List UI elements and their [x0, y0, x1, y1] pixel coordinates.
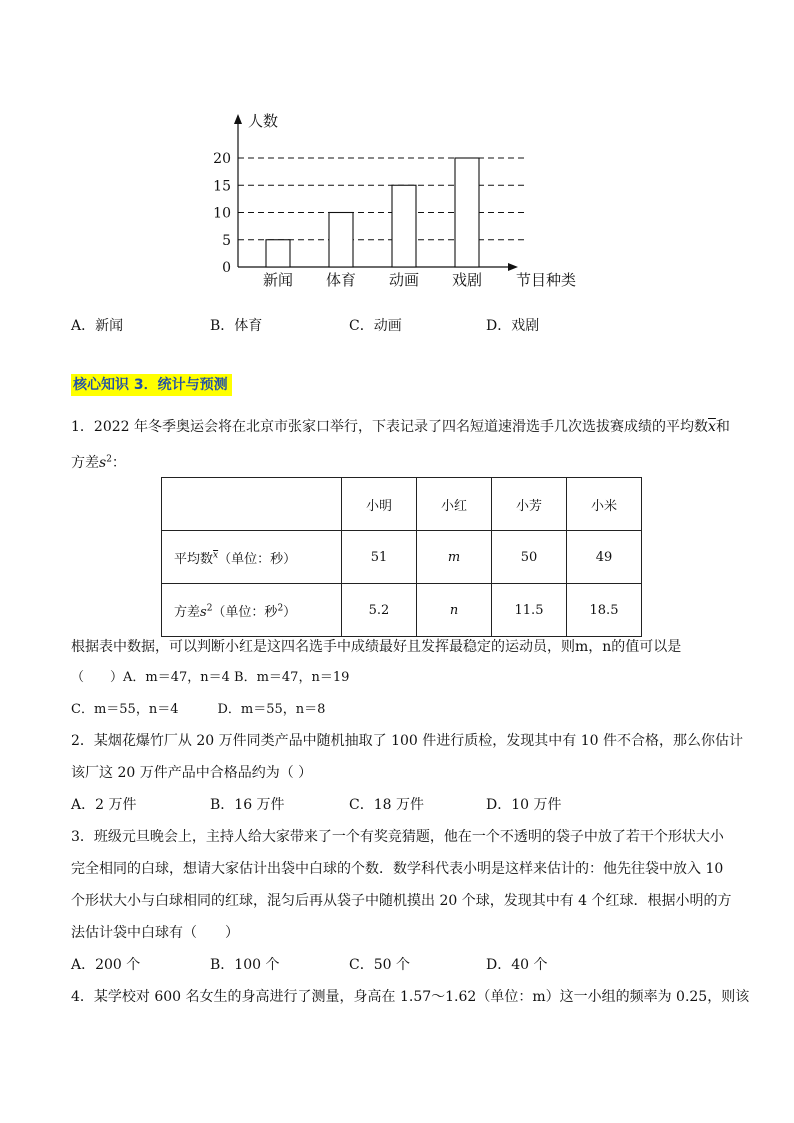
- table-cell: 51: [342, 531, 417, 584]
- option-a[interactable]: A．新闻: [71, 318, 124, 334]
- q2-line1: 2．某烟花爆竹厂从 20 万件同类产品中随机抽取了 100 件进行质检，发现其中有 10 件不合格，那么你估计: [71, 733, 743, 749]
- table-row-variance: [162, 584, 642, 637]
- bar-2: [329, 213, 353, 268]
- y-axis-label: 人数: [248, 112, 279, 130]
- q3-option-d[interactable]: D．40 个: [486, 957, 548, 973]
- q3-option-c[interactable]: C．50 个: [349, 957, 410, 973]
- q2-line2: 该厂这 20 万件产品中合格品约为（ ）: [71, 765, 313, 781]
- table-cell: n: [417, 584, 492, 637]
- q4-line1: 4．某学校对 600 名女生的身高进行了测量，身高在 1.57～1.62（单位：m）这一小组的频率为 0.25，则该: [71, 989, 750, 1005]
- q3-option-a[interactable]: A．200 个: [71, 957, 141, 973]
- option-d[interactable]: D．戏剧: [486, 318, 540, 334]
- table-header-row: [162, 478, 642, 531]
- option-b[interactable]: B．体育: [210, 318, 263, 334]
- option-c[interactable]: C．动画: [349, 318, 402, 334]
- table-header-xiaoming: 小明: [342, 478, 417, 531]
- stats-table: [161, 477, 642, 637]
- q2-option-c[interactable]: C．18 万件: [349, 797, 424, 813]
- bar-1: [266, 240, 290, 267]
- q3-option-b[interactable]: B．100 个: [210, 957, 280, 973]
- y-axis-arrow: [234, 114, 242, 124]
- x-axis-arrow: [508, 263, 518, 271]
- y-tick-label: 0: [222, 260, 231, 276]
- q1-line1: 1．2022 年冬季奥运会将在北京市张家口举行，下表记录了四名短道速滑选手几次选拔赛成绩的平均数$\overline{x}$和: [71, 419, 730, 435]
- table-header-xiaomi: 小米: [567, 478, 642, 531]
- q1-options-cd[interactable]: C．m＝55，n＝4 D．m＝55，n＝8: [71, 702, 326, 717]
- q3-line4: 法估计袋中白球有（ ）: [71, 925, 239, 941]
- q1-line3: 根据表中数据，可以判断小红是这四名选手中成绩最好且发挥最稳定的运动员，则m，n的值可以是: [71, 639, 682, 655]
- q3-line2: 完全相同的白球，想请大家估计出袋中白球的个数．数学科代表小明是这样来估计的：他先往袋中放入 10: [71, 861, 724, 877]
- section-heading: 核心知识 3．统计与预测: [71, 374, 232, 396]
- table-corner: [162, 478, 342, 531]
- y-tick-label: 15: [213, 178, 231, 195]
- bar-3: [392, 185, 416, 267]
- x-category-label: 新闻: [262, 271, 294, 289]
- table-cell: 49: [567, 531, 642, 584]
- table-cell: m: [417, 531, 492, 584]
- bar-chart: [200, 100, 600, 300]
- q2-option-d[interactable]: D．10 万件: [486, 797, 562, 813]
- x-axis-label: 节目种类: [516, 271, 577, 289]
- table-row-mean: [162, 531, 642, 584]
- table-cell: 11.5: [492, 584, 567, 637]
- q1-options-ab[interactable]: （ ）A．m＝47，n＝4 B．m＝47，n＝19: [71, 670, 350, 685]
- row-label-variance: 方差$s^2$（单位：秒$^2$）: [162, 584, 342, 637]
- x-category-label: 戏剧: [451, 271, 483, 289]
- table-cell: 18.5: [567, 584, 642, 637]
- y-tick-label: 20: [213, 151, 231, 167]
- bar-4: [455, 158, 479, 267]
- q3-line1: 3．班级元旦晚会上，主持人给大家带来了一个有奖竞猜题，他在一个不透明的袋子中放了若干个形状大小: [71, 829, 724, 845]
- table-cell: 50: [492, 531, 567, 584]
- chart-gridlines: [238, 158, 525, 240]
- x-category-label: 动画: [388, 271, 420, 289]
- q1-line2: 方差$s^2$：: [71, 454, 126, 471]
- x-category-label: 体育: [325, 271, 357, 289]
- table-cell: 5.2: [342, 584, 417, 637]
- row-label-mean: 平均数$^{\overline{x}}$（单位：秒）: [162, 531, 342, 584]
- y-tick-label: 5: [222, 232, 231, 249]
- y-tick-label: 10: [213, 205, 231, 222]
- q2-option-b[interactable]: B．16 万件: [210, 797, 285, 813]
- table-header-xiaohong: 小红: [417, 478, 492, 531]
- table-header-xiaofang: 小芳: [492, 478, 567, 531]
- q2-option-a[interactable]: A．2 万件: [71, 797, 137, 813]
- q3-line3: 个形状大小与白球相同的红球，混匀后再从袋子中随机摸出 20 个球，发现其中有 4 个红球．根据小明的方: [71, 893, 732, 909]
